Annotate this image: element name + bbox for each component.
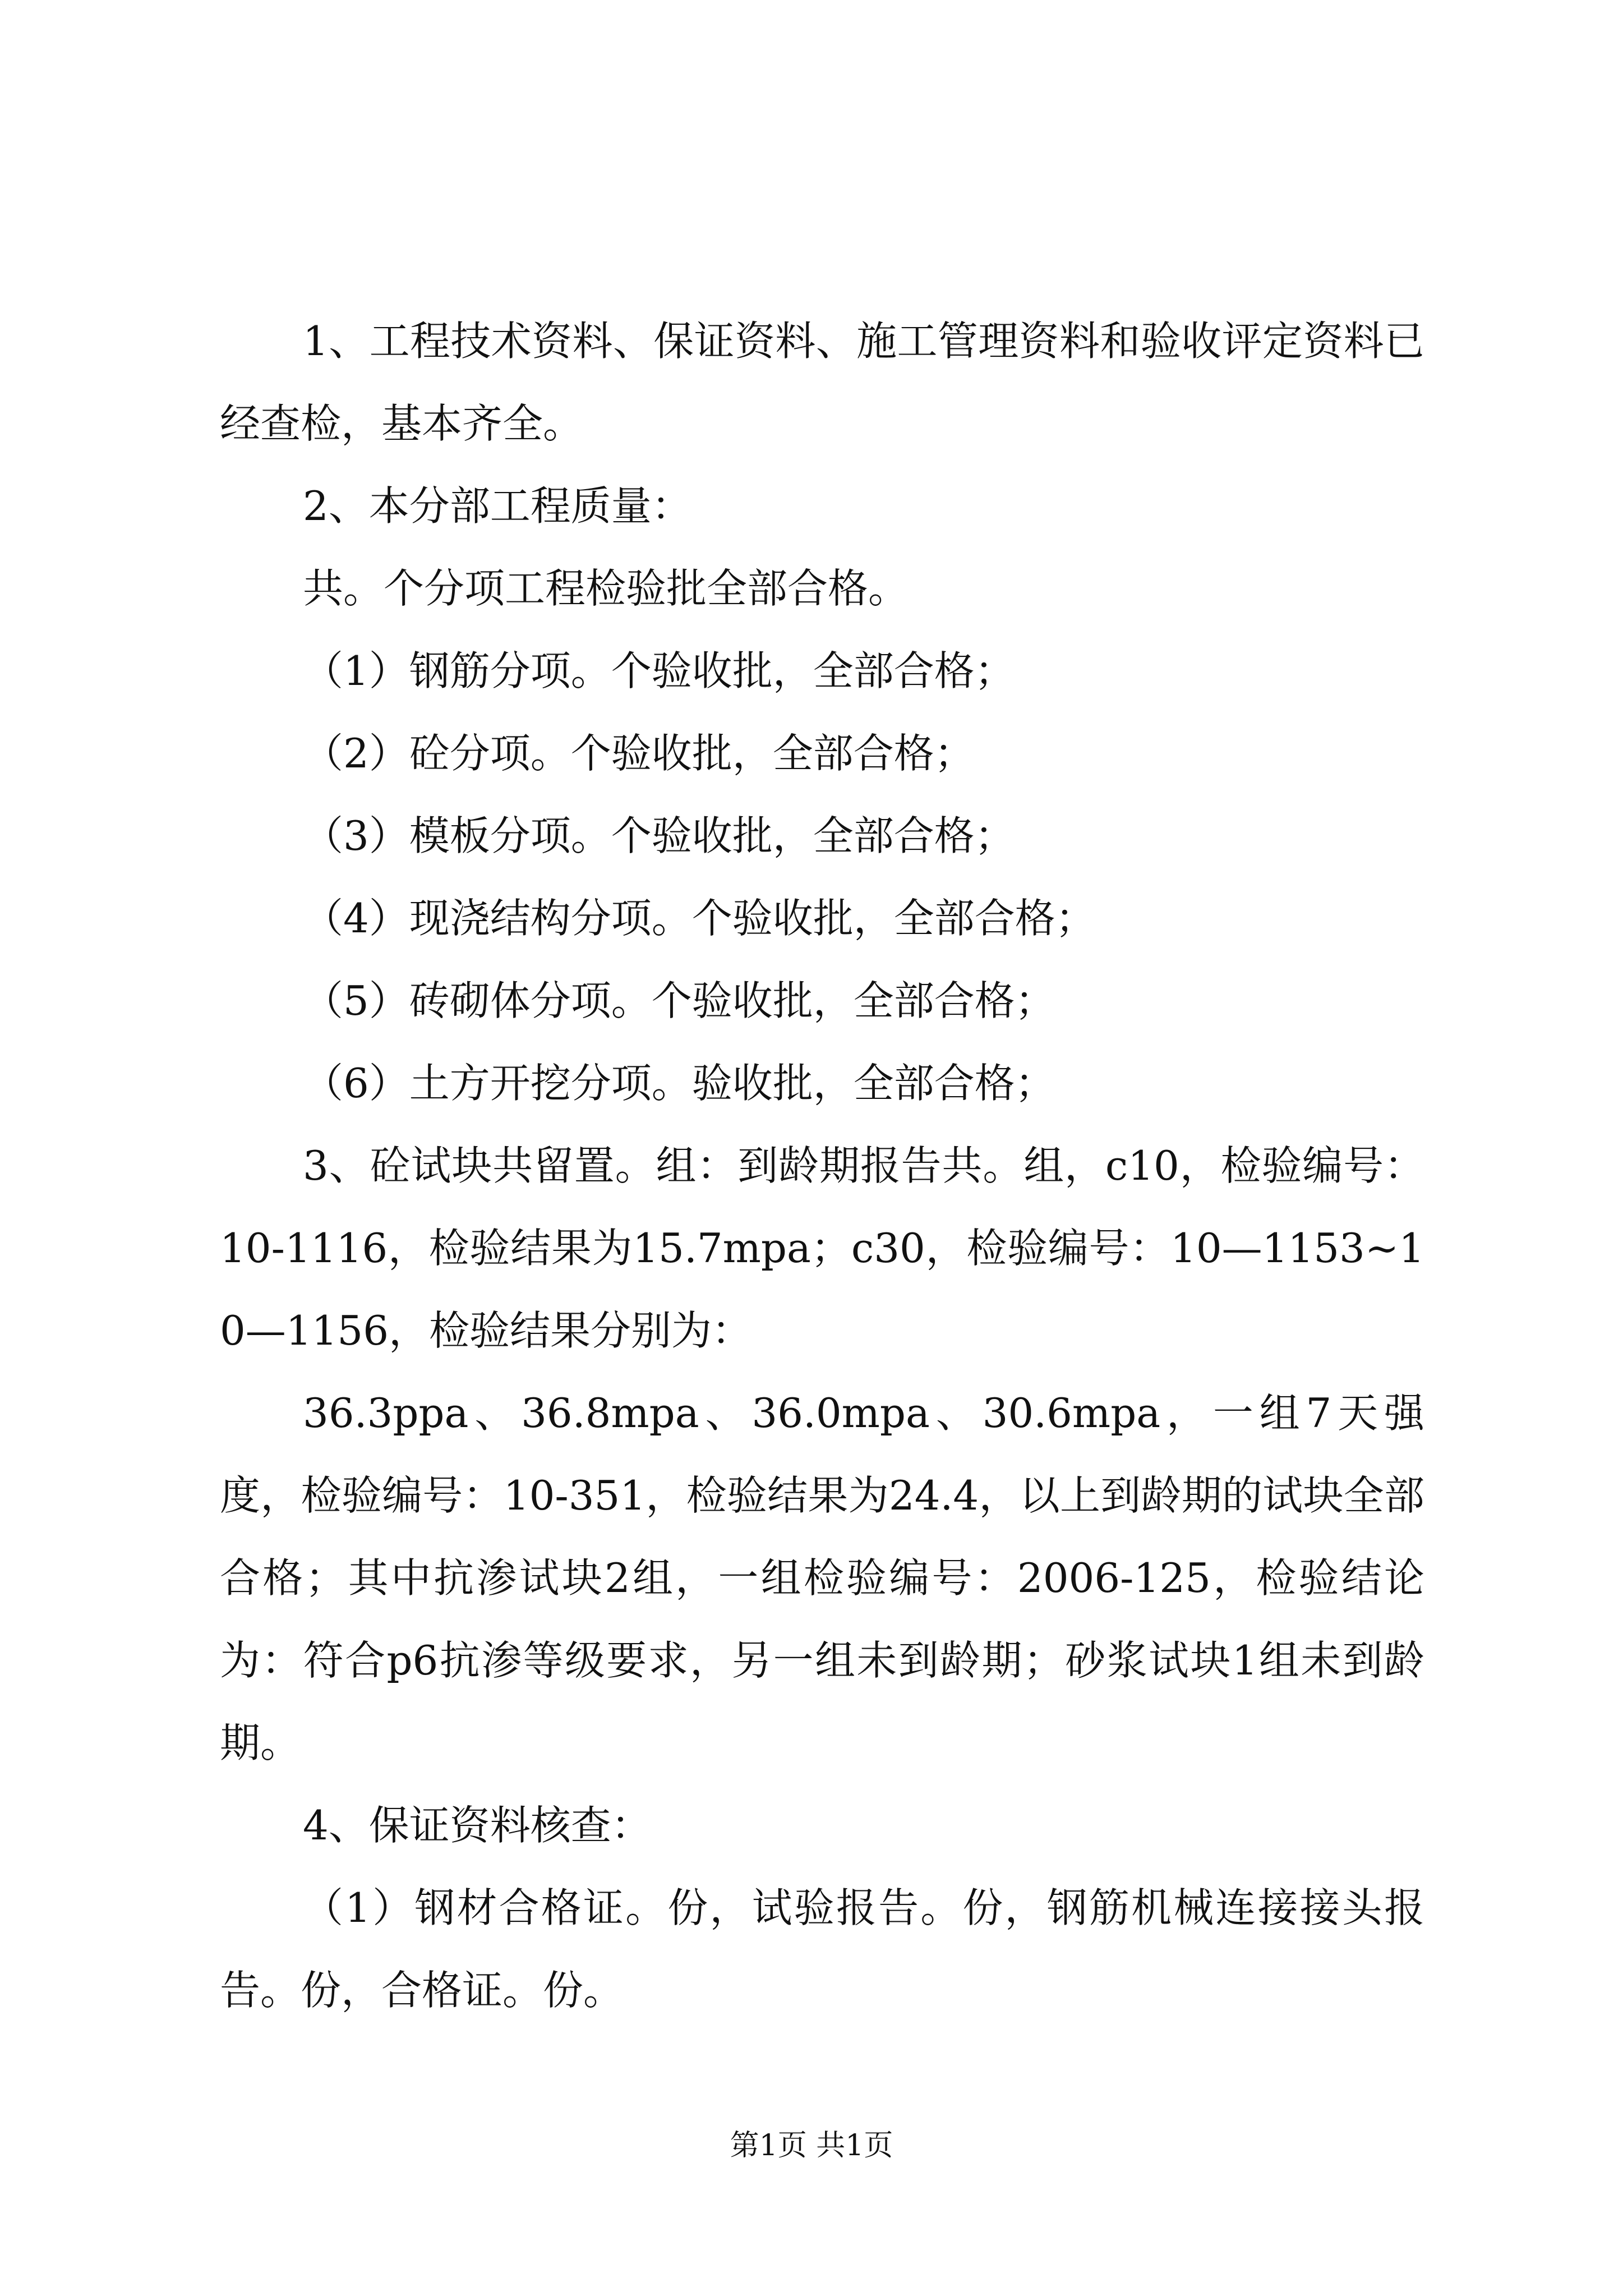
paragraph-3: 共。个分项工程检验批全部合格。 xyxy=(303,565,909,612)
page-footer: 第1页 共1页 xyxy=(730,2129,893,2162)
document-body xyxy=(220,300,1424,2032)
list-item-1: （1）钢筋分项。个验收批，全部合格； xyxy=(303,647,1015,694)
list-item-7: （1）钢材合格证。份，试验报告。份，钢筋机械连接接头报告。份，合格证。份。 xyxy=(220,1884,1424,2014)
list-item-6: （6）土方开挖分项。验收批，全部合格； xyxy=(303,1060,1055,1107)
list-item-5: （5）砖砌体分项。个验收批，全部合格； xyxy=(303,977,1055,1024)
paragraph-1: 1、工程技术资料、保证资料、施工管理资料和验收评定资料已经查检，基本齐全。 xyxy=(220,318,1424,447)
list-item-3: （3）模板分项。个验收批，全部合格； xyxy=(303,812,1015,859)
paragraph-5: 36.3ppa、36.8mpa、36.0mpa、30.6mpa，一组7天强度，检验编号：10-351，检验结果为24.4，以上到龄期的试块全部合格；其中抗渗试块2组，一组检验编号：2006-125，检验结论为：符合p6抗渗等级要求，另一组未到龄期；砂浆试块1组未到龄期。 xyxy=(220,1389,1425,1766)
paragraph-4: 3、砼试块共留置。组：到龄期报告共。组，c10，检验编号：10-1116，检验结果为15.7mpa；c30，检验编号：10—1153~10—1156，检验结果分别为： xyxy=(220,1142,1424,1354)
paragraph-2: 2、本分部工程质量： xyxy=(303,482,692,530)
list-item-2: （2）砼分项。个验收批，全部合格； xyxy=(303,730,975,777)
paragraph-6: 4、保证资料核查： xyxy=(303,1802,652,1849)
list-item-4: （4）现浇结构分项。个验收批，全部合格； xyxy=(303,895,1096,942)
